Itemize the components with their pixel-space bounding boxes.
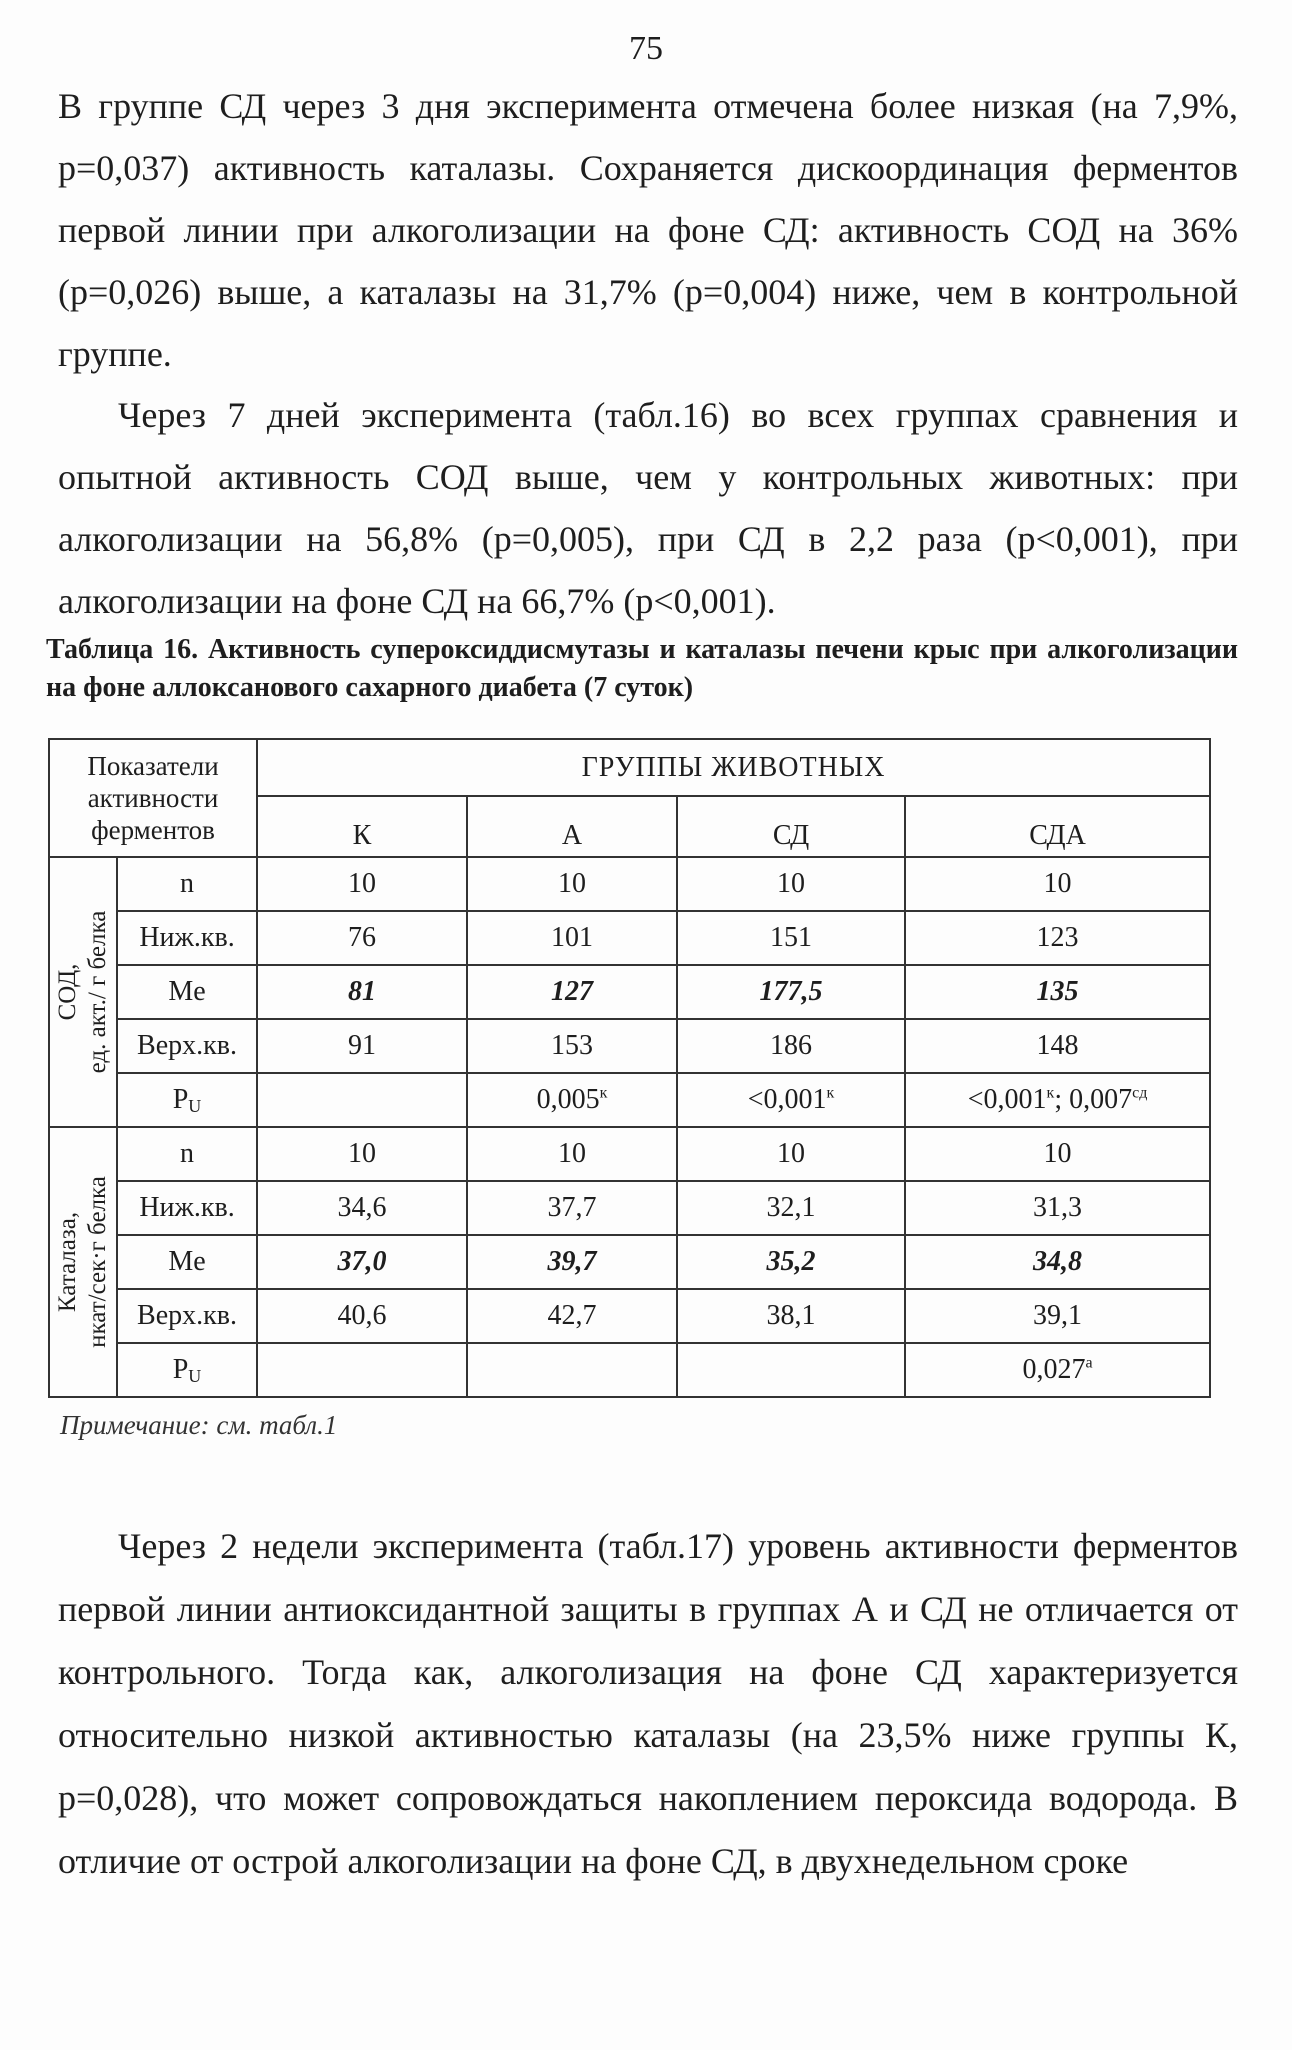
catalase-label-line2: нкат/сек·г белка bbox=[84, 1176, 111, 1348]
row-label-pu: $P_U$ bbox=[117, 1073, 257, 1127]
table-cell: 10 bbox=[257, 1127, 467, 1181]
table-cell: 40,6 bbox=[257, 1289, 467, 1343]
median-cell: 135 bbox=[905, 965, 1210, 1019]
table-cell bbox=[467, 1343, 677, 1397]
median-cell: 127 bbox=[467, 965, 677, 1019]
page-number: 75 bbox=[629, 30, 663, 67]
paragraph-2-text: Через 7 дней эксперимента (табл.16) во всех группах сравнения и опытной активность СОД выше, чем у контрольных животных: при алкоголизации на 56,8% (р=0,005), при СД в 2,2 раза (р<0,001), при алкоголизации на фоне СД на 66,7% (р<0,001). bbox=[58, 395, 1238, 621]
table-cell bbox=[257, 1343, 467, 1397]
table-cell bbox=[257, 1073, 467, 1127]
median-cell: 81 bbox=[257, 965, 467, 1019]
row-label: n bbox=[117, 857, 257, 911]
row-label: Верх.кв. bbox=[117, 1289, 257, 1343]
table-row bbox=[49, 1235, 1210, 1289]
group-k-header: К bbox=[257, 796, 467, 857]
sod-label-line1: СОД, bbox=[54, 963, 81, 1021]
row-label: Ниж.кв. bbox=[117, 1181, 257, 1235]
row-label: Верх.кв. bbox=[117, 1019, 257, 1073]
p-value-cell: $0,005^к$ bbox=[467, 1073, 677, 1127]
table-cell: 38,1 bbox=[677, 1289, 905, 1343]
table-cell: 10 bbox=[905, 1127, 1210, 1181]
paragraph-2 bbox=[58, 384, 1238, 632]
table-cell: 151 bbox=[677, 911, 905, 965]
table-cell: 10 bbox=[467, 1127, 677, 1181]
table-cell: 42,7 bbox=[467, 1289, 677, 1343]
enzyme-activity-table bbox=[48, 738, 1211, 1398]
table-row bbox=[49, 1073, 1210, 1127]
table-row bbox=[49, 1127, 1210, 1181]
groups-header: ГРУППЫ ЖИВОТНЫХ bbox=[257, 739, 1210, 796]
table-cell: 153 bbox=[467, 1019, 677, 1073]
table-row bbox=[49, 1181, 1210, 1235]
table-cell: 148 bbox=[905, 1019, 1210, 1073]
sod-label-line2: ед. акт./ г белка bbox=[84, 910, 111, 1074]
table-note: Примечание: см. табл.1 bbox=[60, 1410, 338, 1440]
catalase-section-label bbox=[49, 1127, 117, 1397]
catalase-label-line1: Каталаза, bbox=[54, 1211, 81, 1313]
table-cell: 10 bbox=[467, 857, 677, 911]
row-label: n bbox=[117, 1127, 257, 1181]
table-cell: 34,6 bbox=[257, 1181, 467, 1235]
table-caption: Таблица 16. Активность супероксиддисмутазы и каталазы печени крыс при алкоголизации на фоне аллоксанового сахарного диабета (7 суток) bbox=[46, 634, 1238, 703]
sod-section-label bbox=[49, 857, 117, 1127]
median-cell: 37,0 bbox=[257, 1235, 467, 1289]
table-cell: 76 bbox=[257, 911, 467, 965]
table-row bbox=[49, 857, 1210, 911]
row-label: Ниж.кв. bbox=[117, 911, 257, 965]
table-cell: 123 bbox=[905, 911, 1210, 965]
indicators-header: Показатели активности ферментов bbox=[49, 739, 257, 857]
table-cell: 10 bbox=[257, 857, 467, 911]
group-a-header: А bbox=[467, 796, 677, 857]
row-label-pu: $P_U$ bbox=[117, 1343, 257, 1397]
table-cell: 91 bbox=[257, 1019, 467, 1073]
table-cell: 10 bbox=[677, 857, 905, 911]
row-label: Me bbox=[117, 965, 257, 1019]
table-row bbox=[49, 1343, 1210, 1397]
group-sda-header: СДА bbox=[905, 796, 1210, 857]
table-cell: 39,1 bbox=[905, 1289, 1210, 1343]
table-row bbox=[49, 1289, 1210, 1343]
row-label: Me bbox=[117, 1235, 257, 1289]
table-cell bbox=[677, 1343, 905, 1397]
table-cell: 10 bbox=[905, 857, 1210, 911]
median-cell: 34,8 bbox=[905, 1235, 1210, 1289]
median-cell: 177,5 bbox=[677, 965, 905, 1019]
table-row bbox=[49, 965, 1210, 1019]
paragraph-1 bbox=[58, 75, 1238, 385]
table-cell: 10 bbox=[677, 1127, 905, 1181]
table-cell: 101 bbox=[467, 911, 677, 965]
table-cell: 186 bbox=[677, 1019, 905, 1073]
paragraph-1-text: В группе СД через 3 дня эксперимента отмечена более низкая (на 7,9%, р=0,037) активность каталазы. Сохраняется дискоординация ферментов первой линии при алкоголизации на фоне СД: активность СОД на 36% (р=0,026) выше, а каталазы на 31,7% (р=0,004) ниже, чем в контрольной группе. bbox=[58, 86, 1238, 374]
table-cell: 32,1 bbox=[677, 1181, 905, 1235]
table-cell: 37,7 bbox=[467, 1181, 677, 1235]
group-sd-header: СД bbox=[677, 796, 905, 857]
p-value-cell: $0,027^а$ bbox=[905, 1343, 1210, 1397]
paragraph-3-text: Через 2 недели эксперимента (табл.17) уровень активности ферментов первой линии антиоксидантной защиты в группах А и СД не отличается от контрольного. Тогда как, алкоголизация на фоне СД характеризуется относительно низкой активностью каталазы (на 23,5% ниже группы К, р=0,028), что может сопровождаться накоплением пероксида водорода. В отличие от острой алкоголизации на фоне СД, в двухнедельном сроке bbox=[58, 1526, 1238, 1881]
paragraph-3 bbox=[58, 1515, 1238, 1893]
median-cell: 35,2 bbox=[677, 1235, 905, 1289]
table-row bbox=[49, 911, 1210, 965]
median-cell: 39,7 bbox=[467, 1235, 677, 1289]
p-value-cell: $<0,001^к$; $0,007^{сд}$ bbox=[905, 1073, 1210, 1127]
table-cell: 31,3 bbox=[905, 1181, 1210, 1235]
p-value-cell: $<0,001^к$ bbox=[677, 1073, 905, 1127]
table-row bbox=[49, 1019, 1210, 1073]
